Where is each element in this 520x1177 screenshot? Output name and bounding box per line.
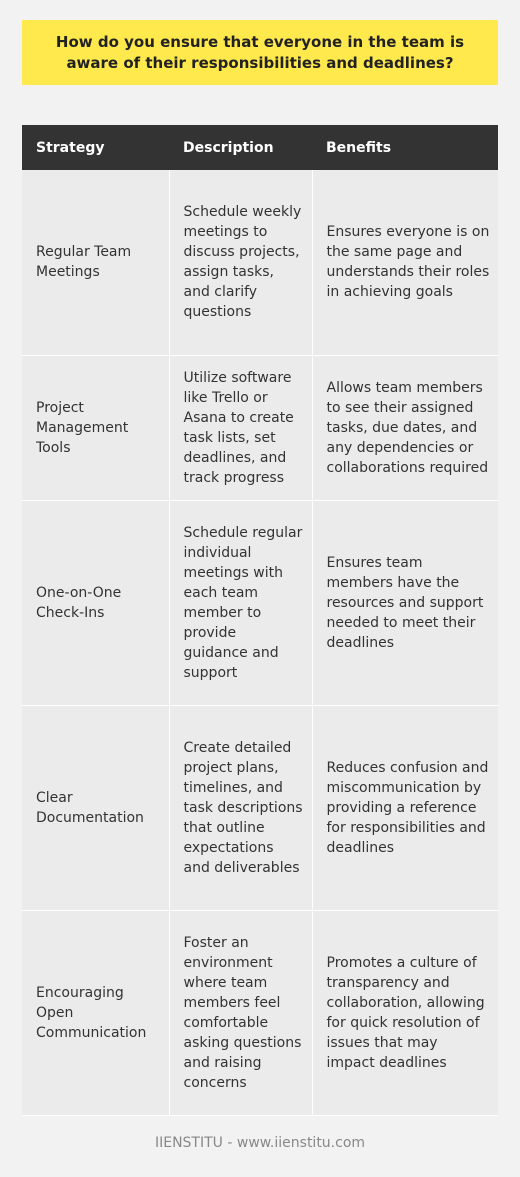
cell-benefits: Ensures everyone is on the same page and understands their roles in achieving goals (312, 170, 498, 355)
table-row (22, 910, 498, 1115)
table-row (22, 355, 498, 500)
cell-strategy: One-on-One Check-Ins (22, 500, 169, 705)
cell-strategy: Clear Documentation (22, 705, 169, 910)
table-row (22, 170, 498, 355)
header-benefits: Benefits (312, 125, 498, 170)
cell-description: Foster an environment where team members feel comfortable asking questions and raising concerns (169, 910, 312, 1115)
cell-strategy: Encouraging Open Communication (22, 910, 169, 1115)
cell-benefits: Promotes a culture of transparency and collaboration, allowing for quick resolution of issues that may impact deadlines (312, 910, 498, 1115)
cell-benefits: Allows team members to see their assigned tasks, due dates, and any dependencies or collaborations required (312, 355, 498, 500)
cell-strategy: Project Management Tools (22, 355, 169, 500)
cell-description: Schedule regular individual meetings with each team member to provide guidance and support (169, 500, 312, 705)
cell-strategy: Regular Team Meetings (22, 170, 169, 355)
cell-description: Schedule weekly meetings to discuss projects, assign tasks, and clarify questions (169, 170, 312, 355)
header-description: Description (169, 125, 312, 170)
cell-benefits: Ensures team members have the resources and support needed to meet their deadlines (312, 500, 498, 705)
cell-benefits: Reduces confusion and miscommunication by providing a reference for responsibilities and deadlines (312, 705, 498, 910)
question-text: How do you ensure that everyone in the team is aware of their responsibilities and deadlines? (55, 32, 465, 72)
question-banner (22, 20, 498, 85)
cell-description: Utilize software like Trello or Asana to create task lists, set deadlines, and track progress (169, 355, 312, 500)
table-row (22, 705, 498, 910)
footer-credit: IIENSTITU - www.iienstitu.com (154, 1135, 366, 1151)
table-row (22, 500, 498, 705)
cell-description: Create detailed project plans, timelines, and task descriptions that outline expectations and deliverables (169, 705, 312, 910)
header-strategy: Strategy (22, 125, 169, 170)
strategy-table (22, 125, 498, 1116)
table-header-row (22, 125, 498, 170)
